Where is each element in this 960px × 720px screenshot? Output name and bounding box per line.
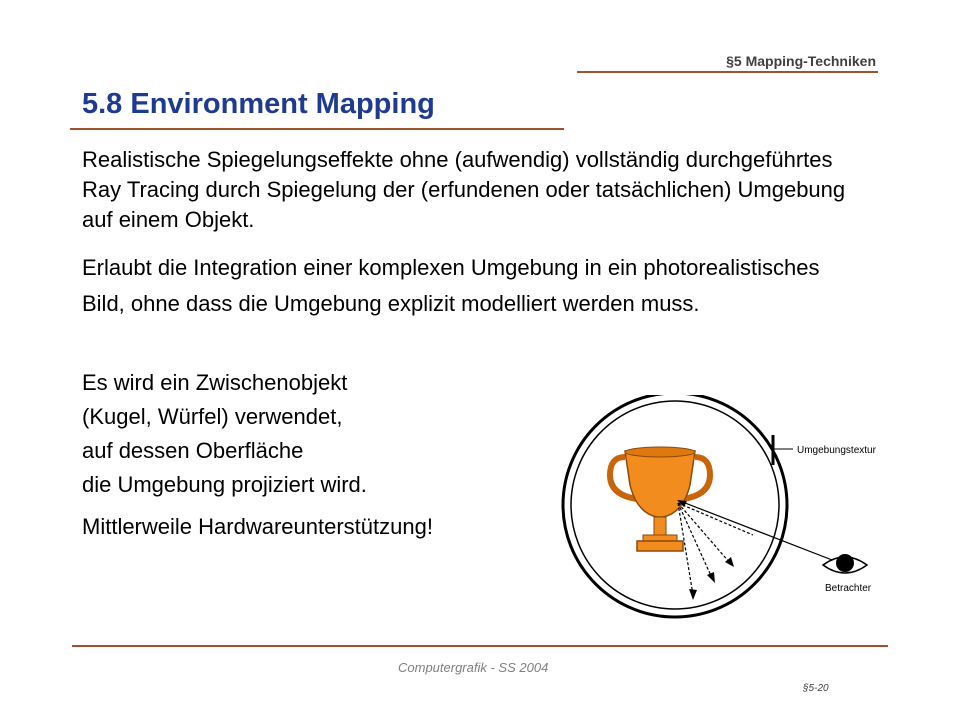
- header-rule: [577, 71, 878, 73]
- chapter-header: §5 Mapping-Techniken: [726, 53, 876, 69]
- footer-rule: [72, 645, 888, 647]
- slide-title: 5.8 Environment Mapping: [82, 88, 435, 120]
- label-umgebungstextur: Umgebungstextur: [797, 445, 876, 456]
- page-number: §5-20: [803, 683, 829, 694]
- line: Es wird ein Zwischenobjekt: [82, 370, 348, 395]
- line: die Umgebung projiziert wird.: [82, 472, 367, 497]
- line: (Kugel, Würfel) verwendet,: [82, 404, 343, 429]
- title-rule: [70, 128, 564, 130]
- paragraph-hardware-support: Mittlerweile Hardwareunterstützung!: [82, 514, 433, 539]
- paragraph-intermediate-object: [82, 366, 532, 502]
- label-betrachter: Betrachter: [825, 583, 872, 594]
- paragraph-realistic-reflections: Realistische Spiegelungseffekte ohne (aufwendig) vollständig durchgeführtes Ray Tracing durch Spiegelung der (erfundenen oder tatsächlichen) Umgebung auf einem Objekt.: [82, 147, 846, 232]
- trophy-cup-icon: [610, 447, 710, 551]
- environment-mapping-diagram: [555, 395, 905, 625]
- footer-course: Computergrafik - SS 2004: [398, 660, 549, 675]
- paragraph-integration: Erlaubt die Integration einer komplexen Umgebung in ein photorealistisches Bild, ohne dass die Umgebung explizit modelliert werden muss.: [82, 255, 820, 316]
- eye-icon: [823, 554, 867, 573]
- line: auf dessen Oberfläche: [82, 438, 304, 463]
